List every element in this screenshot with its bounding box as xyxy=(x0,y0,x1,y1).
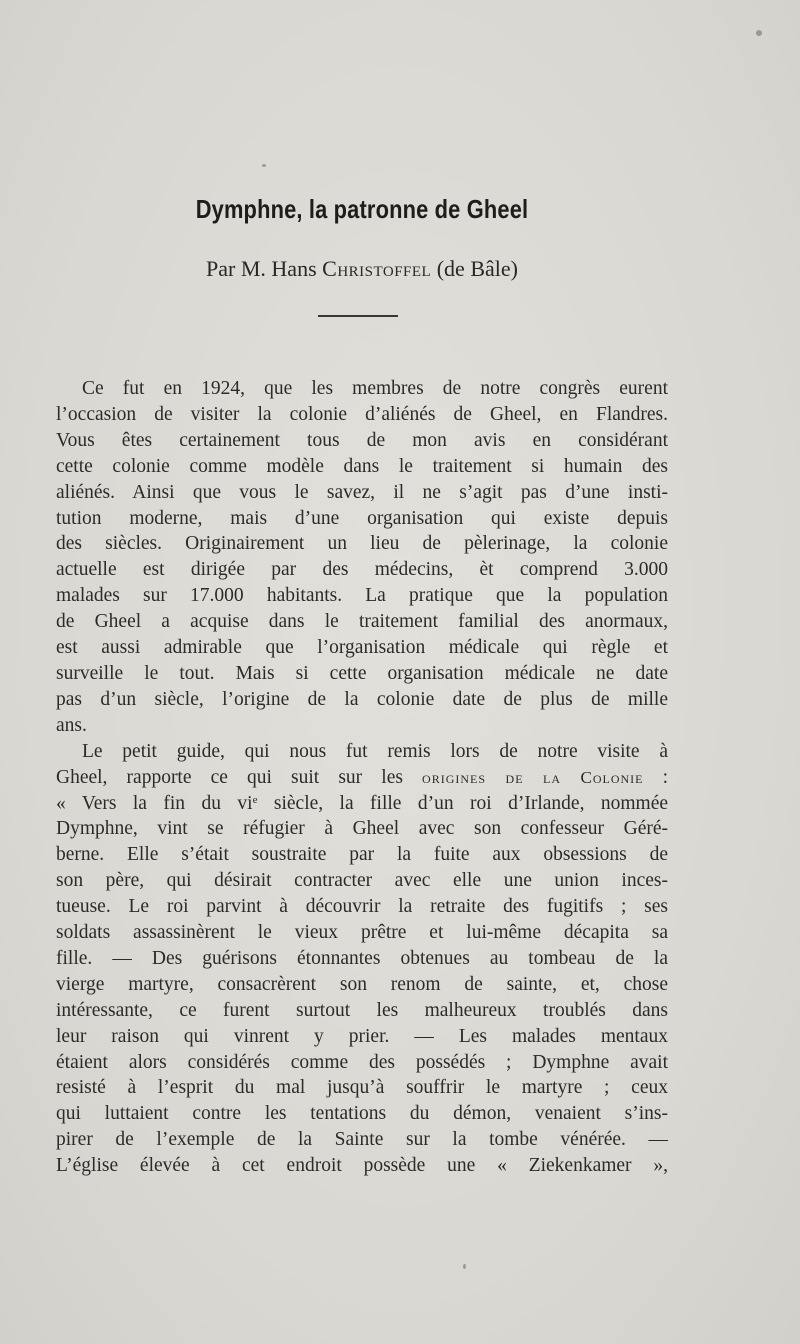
text-line: Ce fut en 1924, que les membres de notre congrès eurent xyxy=(82,378,668,399)
text-line: malades sur 17.000 habitants. La pratique que la population xyxy=(56,585,668,607)
paragraph-1 xyxy=(56,376,668,739)
text-line: ans. xyxy=(56,714,87,736)
byline-prefix: Par M. Hans xyxy=(206,256,317,281)
text-run: : xyxy=(643,766,669,788)
text-line: l’occasion de visiter la colonie d’aliénés de Gheel, en Flandres. xyxy=(56,403,668,425)
article-title: Dymphne, la patronne de Gheel xyxy=(195,194,529,224)
text-line: de Gheel a acquise dans le traitement familial des anormaux, xyxy=(56,611,668,633)
paragraph-2 xyxy=(56,739,668,1179)
text-line: soldats assassinèrent le vieux prêtre et lui-même décapita sa xyxy=(56,922,668,944)
text-line: pirer de l’exemple de la Sainte sur la tombe vénérée. — xyxy=(56,1129,668,1151)
text-run: Gheel, rapporte ce qui suit sur les xyxy=(56,766,423,788)
text-line xyxy=(56,791,668,817)
text-line: surveille le tout. Mais si cette organisation médicale ne date xyxy=(56,662,668,684)
text-line: actuelle est dirigée par des médecins, èt comprend 3.000 xyxy=(56,559,668,581)
text-line: des siècles. Originairement un lieu de pèlerinage, la colonie xyxy=(56,533,668,555)
text-run: siècle, la fille d’un roi d’Irlande, nommée xyxy=(257,792,669,814)
text-line: intéressante, ce furent surtout les malheureux troublés dans xyxy=(56,999,668,1021)
smallcaps-heading-run: origines de la Colonie xyxy=(422,767,644,787)
text-line: berne. Elle s’était soustraite par la fuite aux obsessions de xyxy=(56,844,668,866)
text-line: tution moderne, mais d’une organisation qui existe depuis xyxy=(56,507,668,529)
text-line: resisté à l’esprit du mal jusqu’à souffrir le martyre ; ceux xyxy=(56,1077,668,1099)
text-line: étaient alors considérés comme des possédés ; Dymphne avait xyxy=(56,1051,668,1073)
text-line: tueuse. Le roi parvint à découvrir la retraite des fugitifs ; ses xyxy=(56,896,668,918)
text-line: vierge martyre, consacrèrent son renom de sainte, et, chose xyxy=(56,973,668,995)
text-line: fille. — Des guérisons étonnantes obtenues au tombeau de la xyxy=(56,947,668,969)
text-line: L’église élevée à cet endroit possède une « Ziekenkamer », xyxy=(56,1155,668,1177)
paper-speck xyxy=(756,30,762,36)
text-line xyxy=(56,765,668,791)
paper-speck xyxy=(463,1264,466,1269)
superscript: e xyxy=(252,793,258,806)
text-run: « Vers la fin du vi xyxy=(56,792,253,814)
title-divider xyxy=(318,315,398,317)
paper-speck xyxy=(262,164,266,167)
text-line: pas d’un siècle, l’origine de la colonie date de plus de mille xyxy=(56,688,668,710)
byline-suffix: (de Bâle) xyxy=(436,256,518,281)
text-line: Le petit guide, qui nous fut remis lors de notre visite à xyxy=(82,740,668,762)
text-line: leur raison qui vinrent y prier. — Les malades mentaux xyxy=(56,1025,668,1047)
text-line: Dymphne, vint se réfugier à Gheel avec son confesseur Géré- xyxy=(56,818,668,840)
author-surname: Christoffel xyxy=(322,256,432,281)
byline xyxy=(0,256,724,282)
text-line: aliénés. Ainsi que vous le savez, il ne s’agit pas d’une insti- xyxy=(56,481,668,503)
text-line: qui luttaient contre les tentations du démon, venaient s’ins- xyxy=(56,1103,668,1125)
article-body xyxy=(56,376,668,1179)
text-line: est aussi admirable que l’organisation médicale qui règle et xyxy=(56,637,668,659)
text-line: Vous êtes certainement tous de mon avis en considérant xyxy=(56,429,668,451)
text-line: son père, qui désirait contracter avec elle une union inces- xyxy=(56,870,668,892)
text-line: cette colonie comme modèle dans le traitement si humain des xyxy=(56,455,668,477)
